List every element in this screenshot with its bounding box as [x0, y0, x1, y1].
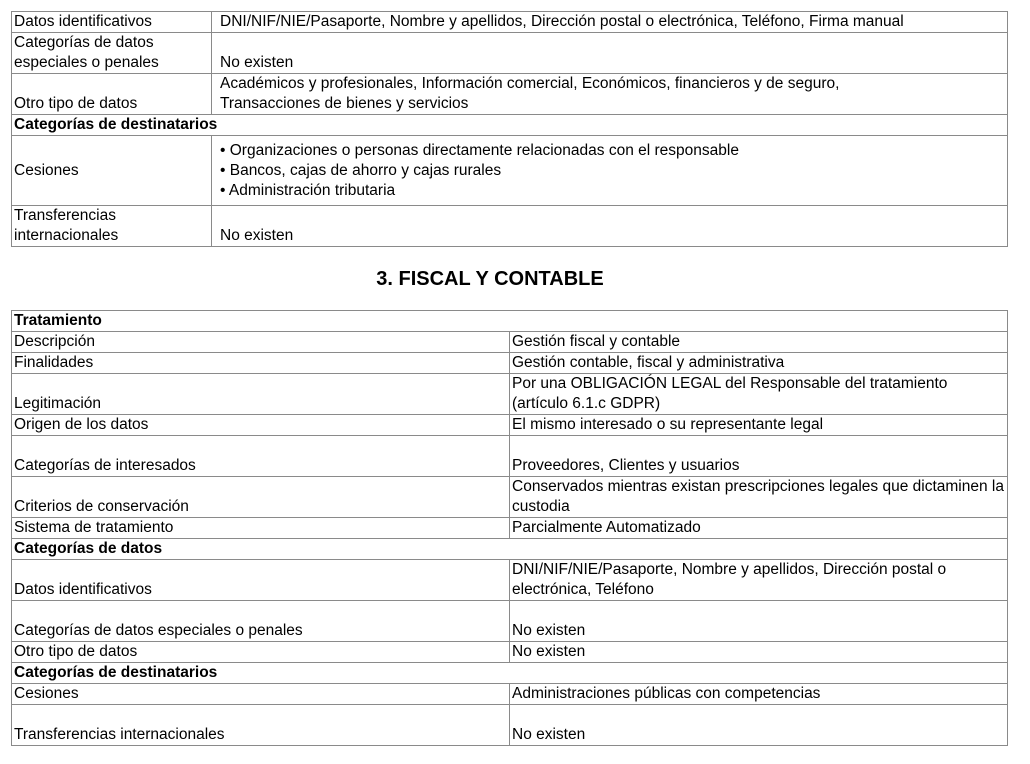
row-value: El mismo interesado o su representante legal — [510, 415, 1008, 436]
table-row — [12, 560, 1008, 601]
row-label: Cesiones — [12, 684, 510, 705]
table-row — [12, 12, 1008, 33]
value-line: Académicos y profesionales, Información comercial, Económicos, financieros y de seguro, — [220, 75, 840, 92]
table-row — [12, 436, 1008, 477]
table-row — [12, 642, 1008, 663]
row-value: Gestión contable, fiscal y administrativa — [510, 353, 1008, 374]
section-heading: Categorías de datos — [12, 539, 1008, 560]
row-value: No existen — [212, 33, 1008, 74]
row-value: No existen — [510, 642, 1008, 663]
row-label: Origen de los datos — [12, 415, 510, 436]
row-label: Otro tipo de datos — [12, 74, 212, 115]
table-row — [12, 684, 1008, 705]
row-label: Categorías de datos especiales o penales — [12, 33, 212, 74]
row-value: Administraciones públicas con competencias — [510, 684, 1008, 705]
table-row — [12, 353, 1008, 374]
row-label: Cesiones — [12, 136, 212, 206]
table-row — [12, 601, 1008, 642]
row-label: Datos identificativos — [12, 12, 212, 33]
row-label: Transferencias internacionales — [12, 206, 212, 247]
table-row — [12, 332, 1008, 353]
row-value — [212, 74, 1008, 115]
row-value: Por una OBLIGACIÓN LEGAL del Responsable del tratamiento (artículo 6.1.c GDPR) — [510, 374, 1008, 415]
table-row — [12, 518, 1008, 539]
row-value: Proveedores, Clientes y usuarios — [510, 436, 1008, 477]
row-value: DNI/NIF/NIE/Pasaporte, Nombre y apellidos, Dirección postal o electrónica, Teléfono — [510, 560, 1008, 601]
row-value: No existen — [510, 601, 1008, 642]
value-line: Transacciones de bienes y servicios — [220, 95, 469, 112]
row-label: Legitimación — [12, 374, 510, 415]
row-label: Sistema de tratamiento — [12, 518, 510, 539]
row-value — [212, 136, 1008, 206]
row-label: Descripción — [12, 332, 510, 353]
bullet-item: • Bancos, cajas de ahorro y cajas rurales — [220, 161, 502, 179]
section-row — [12, 115, 1008, 136]
table-row — [12, 206, 1008, 247]
row-label: Otro tipo de datos — [12, 642, 510, 663]
row-label: Transferencias internacionales — [12, 705, 510, 746]
table-row — [12, 74, 1008, 115]
table-row — [12, 477, 1008, 518]
table-row — [12, 705, 1008, 746]
section-heading: Tratamiento — [12, 311, 1008, 332]
bullet-item: • Organizaciones o personas directamente relacionadas con el responsable — [220, 141, 739, 159]
row-value: Parcialmente Automatizado — [510, 518, 1008, 539]
row-label: Categorías de datos especiales o penales — [12, 601, 510, 642]
row-value: Gestión fiscal y contable — [510, 332, 1008, 353]
section-row — [12, 539, 1008, 560]
section-heading: Categorías de destinatarios — [12, 115, 1008, 136]
section-heading: Categorías de destinatarios — [12, 663, 1008, 684]
bullet-item: • Administración tributaria — [220, 181, 396, 199]
table-row — [12, 415, 1008, 436]
row-value: No existen — [510, 705, 1008, 746]
table-previous-treatment — [11, 11, 1008, 247]
section-row — [12, 663, 1008, 684]
row-value: DNI/NIF/NIE/Pasaporte, Nombre y apellidos, Dirección postal o electrónica, Teléfono, Firma manual — [212, 12, 1008, 33]
table-row — [12, 136, 1008, 206]
table-fiscal-contable — [11, 310, 1008, 746]
row-label: Finalidades — [12, 353, 510, 374]
section-title: 3. FISCAL Y CONTABLE — [376, 268, 604, 290]
row-label: Datos identificativos — [12, 560, 510, 601]
section-row — [12, 311, 1008, 332]
row-label: Categorías de interesados — [12, 436, 510, 477]
row-value: No existen — [212, 206, 1008, 247]
table-row — [12, 374, 1008, 415]
row-value: Conservados mientras existan prescripciones legales que dictaminen la custodia — [510, 477, 1008, 518]
row-label: Criterios de conservación — [12, 477, 510, 518]
table-row — [12, 33, 1008, 74]
